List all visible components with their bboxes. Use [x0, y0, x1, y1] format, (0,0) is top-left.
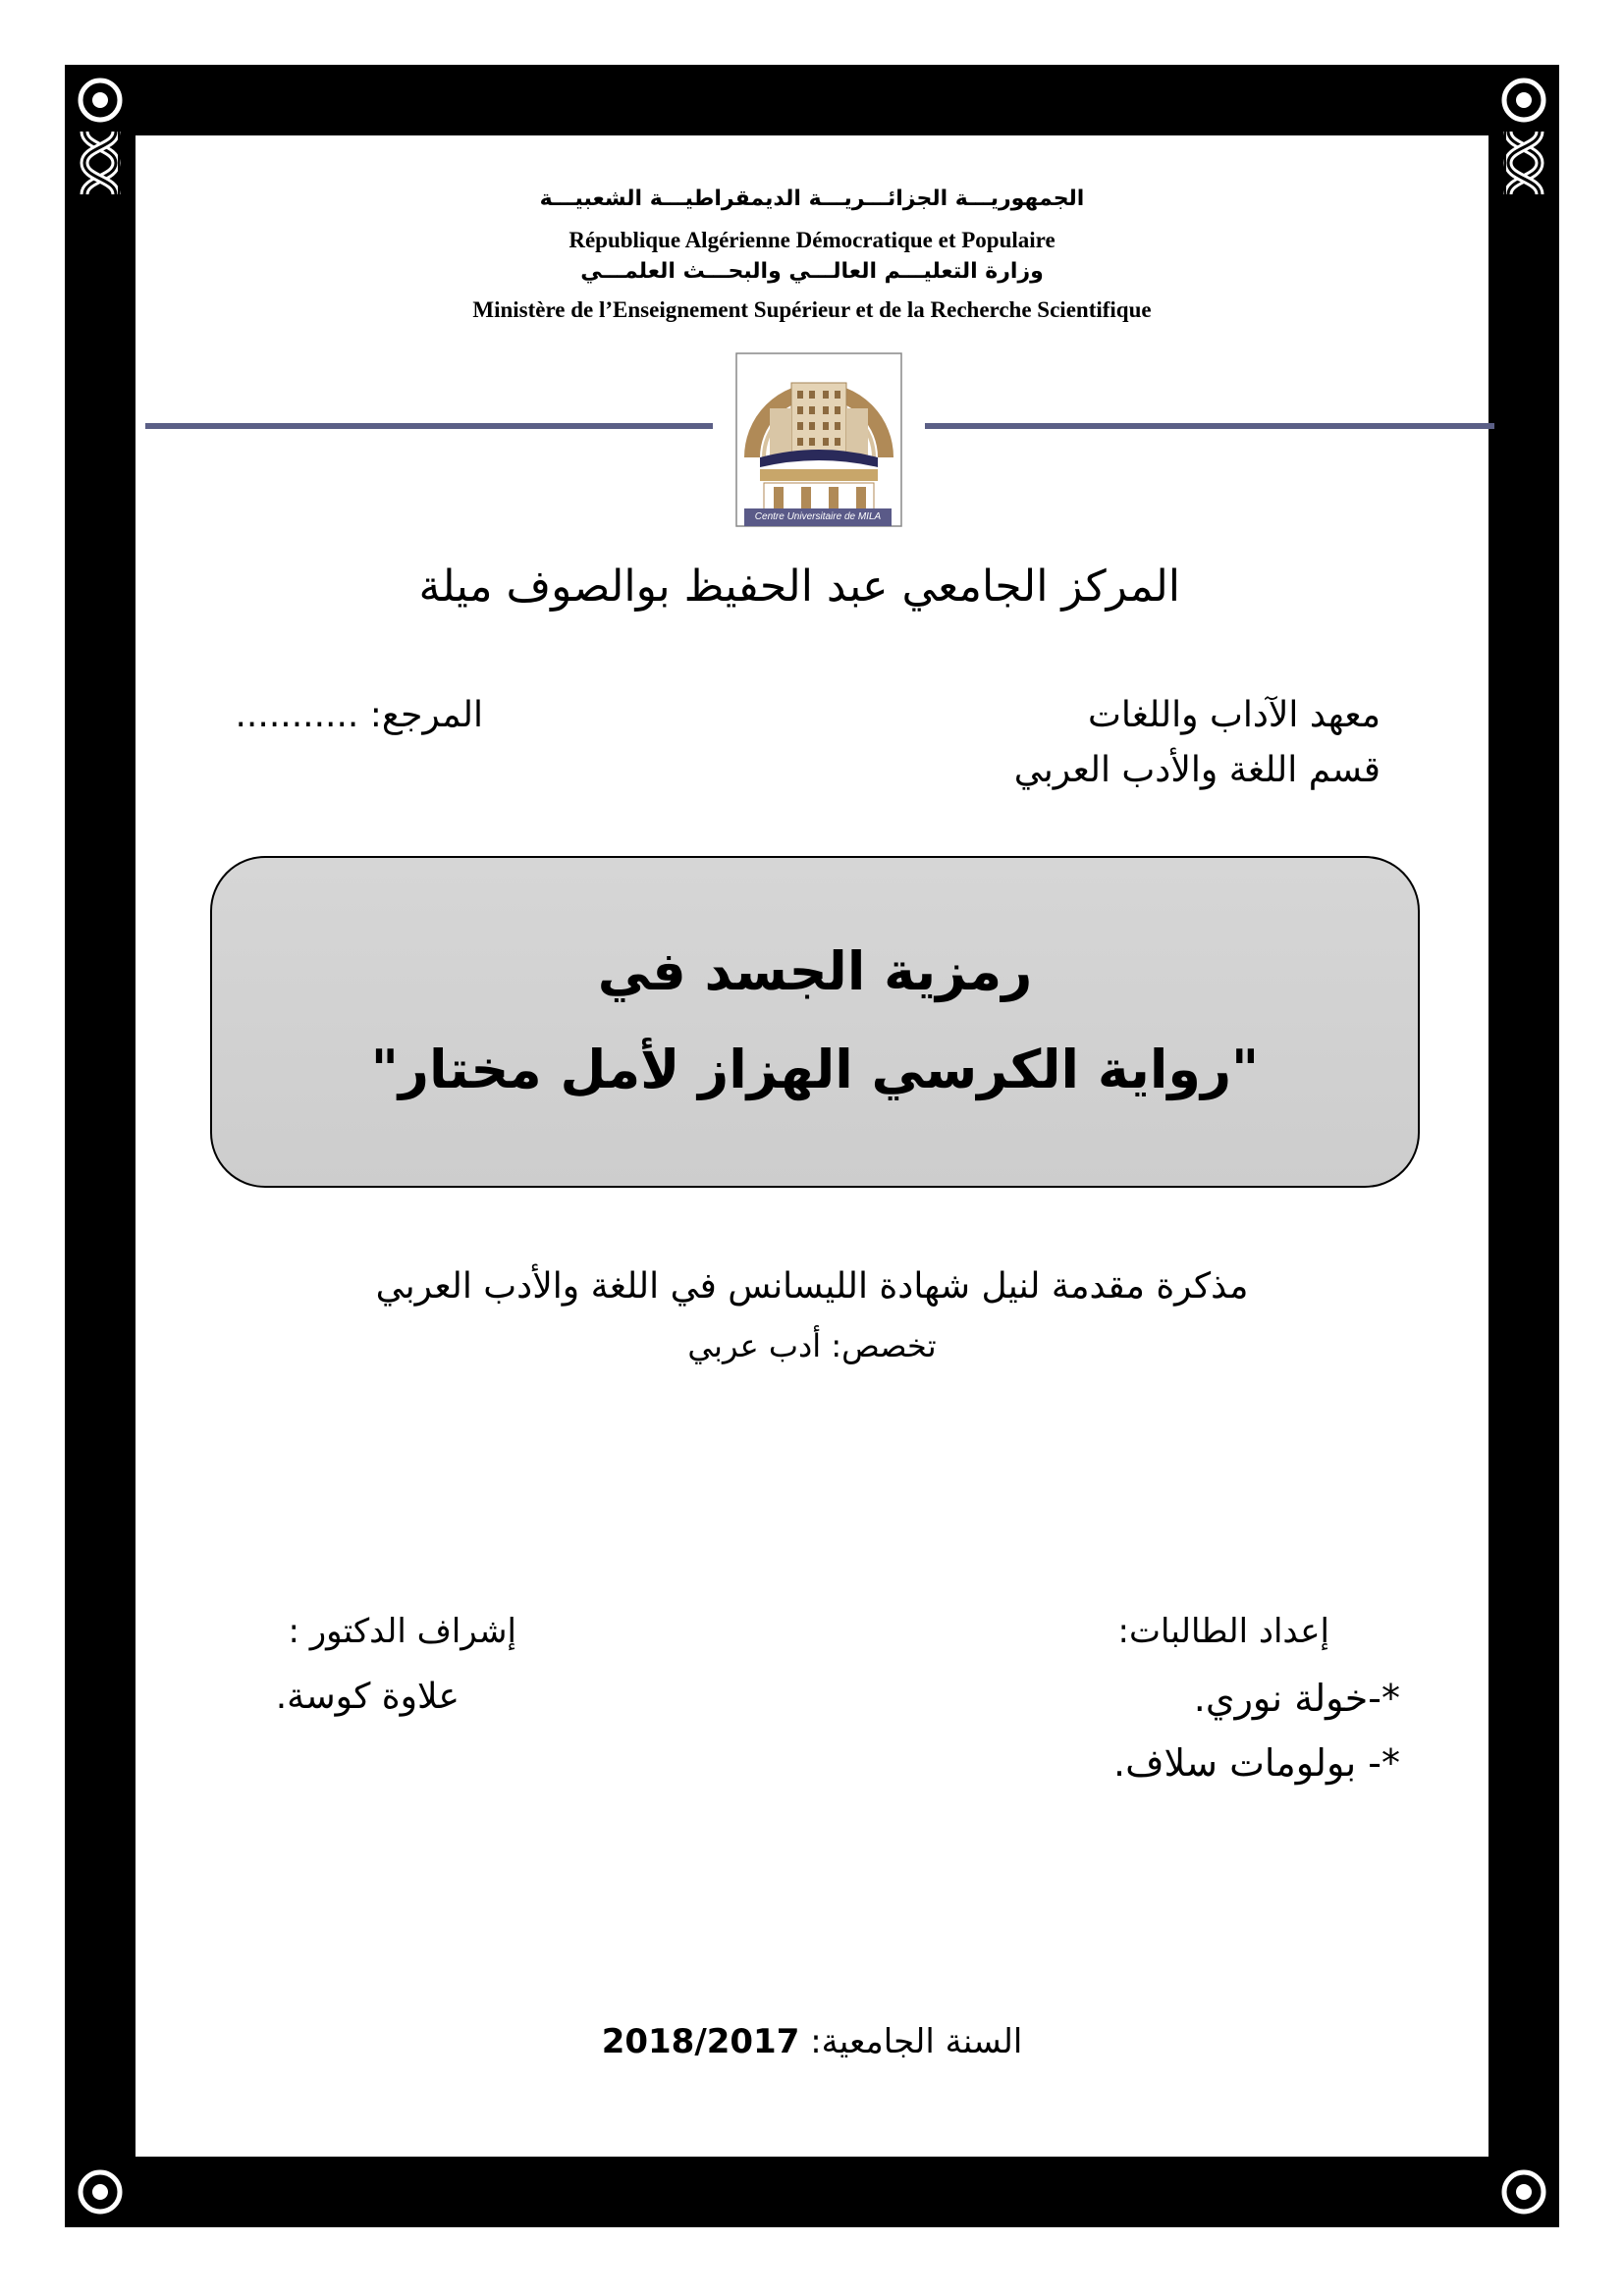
- header-divider-right: [925, 423, 1494, 429]
- university-building-logo-icon: [731, 349, 907, 528]
- department-name: قسم اللغة والأدب العربي: [1013, 750, 1380, 790]
- logo-caption: Centre Universitaire de MILA: [744, 508, 892, 526]
- thesis-title-line-2: "رواية الكرسي الهزاز لأمل مختار": [370, 1039, 1260, 1100]
- frame-border-right: [1492, 132, 1555, 2161]
- supervisor-name: علاوة كوسة.: [275, 1677, 460, 1717]
- specialty: تخصص: أدب عربي: [687, 1327, 937, 1364]
- thesis-title-line-1: رمزية الجسد في: [597, 940, 1033, 1002]
- reference-field: المرجع: ...........: [235, 695, 483, 735]
- academic-year-value: 2018/2017: [601, 2022, 800, 2061]
- header-republic-arabic: الجمهوريـــة الجزائـــريـــة الديمقراطيـــة الشعبيـــة: [539, 187, 1085, 211]
- header-ministry-french: Ministère de l’Enseignement Supérieur et de la Recherche Scientifique: [472, 297, 1152, 322]
- frame-border-bottom: [69, 2161, 1555, 2223]
- frame-corner-icon: [69, 2161, 132, 2223]
- header-divider-left: [145, 423, 713, 429]
- students-label: إعداد الطالبات:: [1117, 1612, 1329, 1651]
- institute-name: معهد الآداب واللغات: [1088, 695, 1380, 735]
- frame-corner-icon: [1492, 69, 1555, 132]
- supervisor-label: إشراف الدكتور :: [288, 1612, 516, 1651]
- frame-corner-icon: [69, 69, 132, 132]
- frame-border-top: [69, 69, 1555, 132]
- memo-description: مذكرة مقدمة لنيل شهادة الليسانس في اللغة والأدب العربي: [375, 1266, 1249, 1307]
- frame-corner-icon: [1492, 2161, 1555, 2223]
- academic-year-label: السنة الجامعية:: [810, 2022, 1023, 2061]
- header-ministry-arabic: وزارة التعليـــم العالـــي والبحـــث العلمـــي: [580, 259, 1044, 284]
- student-name: *-خولة نوري.: [1193, 1677, 1400, 1720]
- frame-border-left: [69, 132, 132, 2161]
- university-center-name: المركز الجامعي عبد الحفيظ بوالصوف ميلة: [418, 561, 1180, 612]
- thesis-title-box: [210, 856, 1420, 1188]
- header-republic-french: République Algérienne Démocratique et Populaire: [568, 228, 1056, 252]
- student-name: *- بولومات سلاف.: [1113, 1741, 1400, 1785]
- academic-year: [295, 2022, 1329, 2061]
